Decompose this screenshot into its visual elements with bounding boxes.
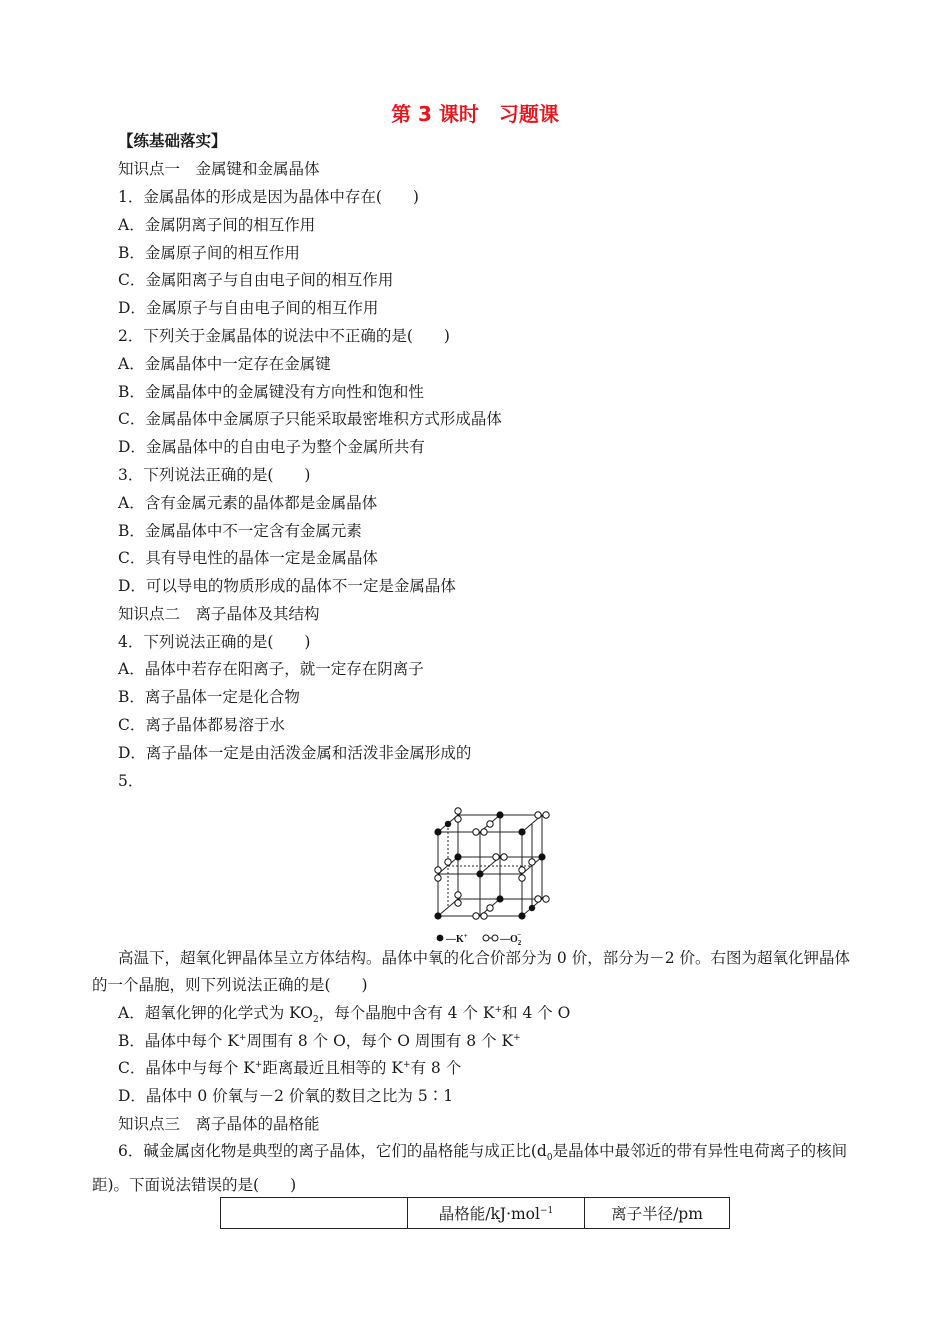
table-row	[221, 1198, 730, 1229]
q2-option-a: A．金属晶体中一定存在金属键	[118, 355, 331, 373]
question-2: 2．下列关于金属晶体的说法中不正确的是( )	[118, 327, 450, 345]
question-5-text: 高温下，超氧化钾晶体呈立方体结构。晶体中氧的化合价部分为 0 价，部分为－2 价。右图为超氧化钾晶体的一个晶胞，则下列说法正确的是( )	[92, 949, 851, 994]
q5-option-d: D．晶体中 0 价氧与－2 价氧的数目之比为 5∶1	[118, 1087, 454, 1105]
q2-option-c: C．金属晶体中金属原子只能采取最密堆积方式形成晶体	[118, 410, 502, 428]
legend-o-sup: −	[517, 931, 522, 939]
q1-option-a: A．金属阴离子间的相互作用	[118, 216, 316, 234]
q3-option-b: B．金属晶体中不一定含有金属元素	[118, 522, 362, 540]
q3-option-a: A．含有金属元素的晶体都是金属晶体	[118, 494, 378, 512]
table-header-ion-radius: 离子半径/pm	[585, 1198, 730, 1229]
q4-option-c: C．离子晶体都易溶于水	[118, 716, 285, 734]
knowledge-point-2: 知识点二 离子晶体及其结构	[118, 605, 320, 623]
q4-option-a: A．晶体中若存在阳离子，就一定存在阴离子	[118, 660, 424, 678]
crystal-cell-figure	[428, 800, 558, 950]
q5-option-b: B．晶体中每个 K+周围有 8 个 O，每个 O 周围有 8 个 K+	[118, 1032, 521, 1050]
knowledge-point-3: 知识点三 离子晶体的晶格能	[118, 1115, 320, 1133]
question-4: 4．下列说法正确的是( )	[118, 633, 311, 651]
q4-option-d: D．离子晶体一定是由活泼金属和活泼非金属形成的	[118, 744, 472, 762]
q5-option-a: A．超氧化钾的化学式为 $KO_2$，每个晶胞中含有 4 个 K+和 4 个 O	[118, 1004, 571, 1026]
svg-text:—K+	[445, 932, 468, 945]
q4-option-b: B．离子晶体一定是化合物	[118, 688, 300, 706]
table-header-lattice-energy: 晶格能/kJ·mol$^{-1}$	[408, 1198, 585, 1229]
section-label: 【练基础落实】	[118, 131, 227, 150]
q3-option-d: D．可以导电的物质形成的晶体不一定是金属晶体	[118, 577, 456, 595]
page-title: 第 3 课时 习题课	[391, 102, 559, 126]
q1-option-b: B．金属原子间的相互作用	[118, 244, 300, 262]
q1-option-d: D．金属原子与自由电子间的相互作用	[118, 299, 379, 317]
legend-k-label: —K	[446, 934, 464, 945]
question-5-number: 5．	[118, 772, 144, 790]
legend-o-sub: 2	[517, 939, 522, 947]
table-cell-blank	[221, 1198, 408, 1229]
q3-option-c: C．具有导电性的晶体一定是金属晶体	[118, 549, 378, 567]
question-3: 3．下列说法正确的是( )	[118, 466, 311, 484]
q5-option-c: C．晶体中与每个 K+距离最近且相等的 K+有 8 个	[118, 1059, 462, 1077]
legend-o-label: —O	[500, 934, 518, 945]
q2-option-b: B．金属晶体中的金属键没有方向性和饱和性	[118, 383, 424, 401]
q2-option-d: D．金属晶体中的自由电子为整个金属所共有	[118, 438, 425, 456]
q1-option-c: C．金属阳离子与自由电子间的相互作用	[118, 271, 394, 289]
question-1: 1．金属晶体的形成是因为晶体中存在( )	[118, 188, 419, 206]
lattice-energy-table	[220, 1197, 730, 1229]
question-6-text: 6．碱金属卤化物是典型的离子晶体，它们的晶格能与成正比($d_0$是晶体中最邻近的带有异性电荷离子的核间距)。下面说法错误的是( )	[92, 1142, 848, 1195]
knowledge-point-1: 知识点一 金属键和金属晶体	[118, 160, 320, 178]
legend-k-sup: +	[463, 932, 468, 940]
